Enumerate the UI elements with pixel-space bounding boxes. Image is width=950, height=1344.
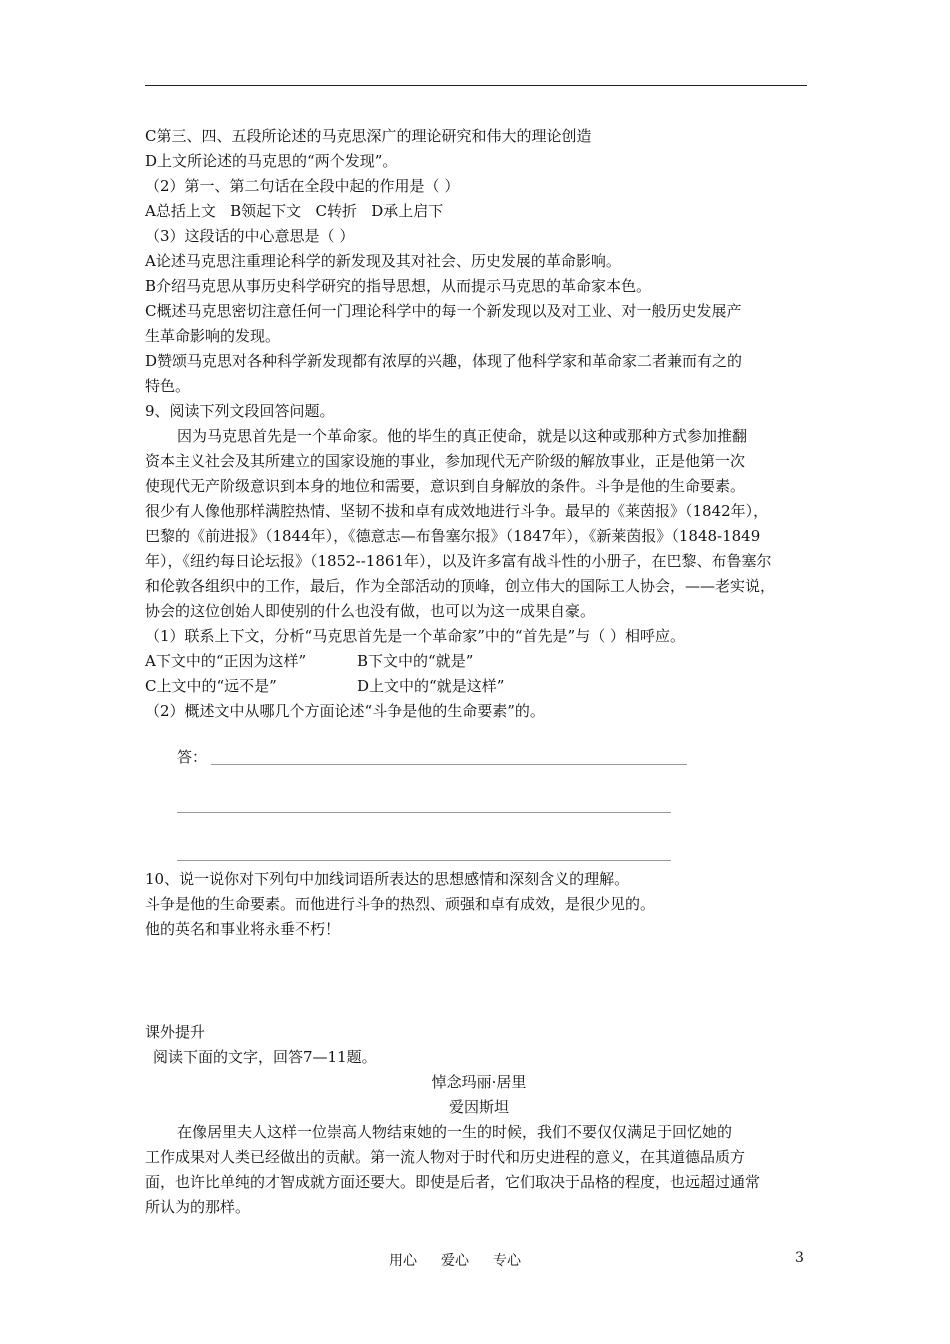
q10-sentence-2: 他的英名和事业将永垂不朽！ [145, 920, 341, 938]
q8-3-option-d-line2: 特色。 [145, 377, 191, 395]
answer-label: 答： [177, 748, 208, 766]
q9-passage-line: 资本主义社会及其所建立的国家设施的事业，参加现代无产阶级的解放事业，正是他第一次 [145, 452, 746, 470]
q9-passage-line: 使现代无产阶级意识到本身的地位和需要，意识到自身解放的条件。斗争是他的生命要素。 [145, 477, 746, 495]
reading-instruction: 阅读下面的文字，回答7—11题。 [153, 1048, 377, 1066]
q9-options-row-2 [145, 674, 813, 699]
footer-word: 用心 [389, 1253, 417, 1269]
q9-option-b: B下文中的“就是” [357, 652, 474, 670]
document-body [145, 124, 813, 1220]
q9-passage-line: 巴黎的《前进报》（1844年），《德意志—布鲁塞尔报》（1847年），《新莱茵报》（1848-1849 [145, 527, 761, 545]
q8-3-stem: （3）这段话的中心意思是（ ） [145, 227, 355, 245]
answer-area [145, 742, 813, 867]
q8-2-stem: （2）第一、第二句话在全段中起的作用是（ ） [145, 177, 460, 195]
q8-3-option-c-line2: 生革命影响的发现。 [145, 327, 281, 345]
q9-sub1-stem: （1）联系上下文，分析“马克思首先是一个革命家”中的“首先是”与（ ）相呼应。 [145, 627, 685, 645]
answer-line[interactable] [211, 764, 687, 765]
q9-passage-line: 年），《纽约每日论坛报》（1852--1861年），以及许多富有战斗性的小册子，在巴黎、布鲁塞尔 [145, 552, 772, 570]
q9-passage-line: 协会的这位创始人即使别的什么也没有做，也可以为这一成果自豪。 [145, 602, 596, 620]
article-title: 悼念玛丽·居里 [431, 1073, 527, 1091]
section-heading: 课外提升 [145, 1023, 206, 1041]
q8-2-options: A总括上文 B领起下文 C转折 D承上启下 [145, 202, 444, 220]
q9-option-d: D上文中的“就是这样” [357, 677, 505, 695]
q9-passage-line: 很少有人像他那样满腔热情、坚韧不拔和卓有成效地进行斗争。最早的《莱茵报》（1842年）， [145, 502, 769, 520]
q9-option-c: C上文中的“远不是” [145, 677, 277, 695]
q8-option-c: C第三、四、五段所论述的马克思深广的理论研究和伟大的理论创造 [145, 127, 592, 145]
answer-line[interactable] [177, 812, 671, 813]
page-number: 3 [795, 1250, 804, 1266]
footer-word: 专心 [493, 1253, 521, 1269]
q8-3-option-b: B介绍马克思从事历史科学研究的指导思想，从而提示马克思的革命家本色。 [145, 277, 652, 295]
answer-line[interactable] [177, 860, 671, 861]
article-author: 爱因斯坦 [448, 1098, 509, 1116]
article-passage-line: 在像居里夫人这样一位崇高人物结束她的一生的时候，我们不要仅仅满足于回忆她的 [177, 1123, 733, 1141]
q9-passage-line: 和伦敦各组织中的工作，最后，作为全部活动的顶峰，创立伟大的国际工人协会，——老实说， [145, 577, 776, 595]
q9-sub2-stem: （2）概述文中从哪几个方面论述“斗争是他的生命要素”的。 [145, 702, 545, 720]
article-passage-line: 所认为的那样。 [145, 1198, 251, 1216]
q9-option-a: A下文中的“正因为这样” [145, 652, 307, 670]
footer-motto [389, 1250, 521, 1270]
article-passage-line: 工作成果对人类已经做出的贡献。第一流人物对于时代和历史进程的意义，在其道德品质方 [145, 1148, 746, 1166]
q8-3-option-c-line1: C概述马克思密切注意任何一门理论科学中的每一个新发现以及对工业、对一般历史发展产 [145, 302, 742, 320]
q9-stem: 9、阅读下列文段回答问题。 [145, 402, 335, 420]
footer-word: 爱心 [441, 1253, 469, 1269]
q8-3-option-d-line1: D赞颂马克思对各种科学新发现都有浓厚的兴趣，体现了他科学家和革命家二者兼而有之的 [145, 352, 743, 370]
article-passage-line: 面，也许比单纯的才智成就方面还要大。即使是后者，它们取决于品格的程度，也远超过通常 [145, 1173, 761, 1191]
q8-option-d: D上文所论述的马克思的“两个发现”。 [145, 152, 398, 170]
q10-sentence-1: 斗争是他的生命要素。而他进行斗争的热烈、顽强和卓有成效，是很少见的。 [145, 895, 656, 913]
header-rule [145, 85, 807, 86]
q9-options-row-1 [145, 649, 813, 674]
q8-3-option-a: A论述马克思注重理论科学的新发现及其对社会、历史发展的革命影响。 [145, 252, 621, 270]
q9-passage-line: 因为马克思首先是一个革命家。他的毕生的真正使命，就是以这种或那种方式参加推翻 [177, 427, 748, 445]
q10-stem: 10、说一说你对下列句中加线词语所表达的思想感情和深刻含义的理解。 [145, 870, 630, 888]
